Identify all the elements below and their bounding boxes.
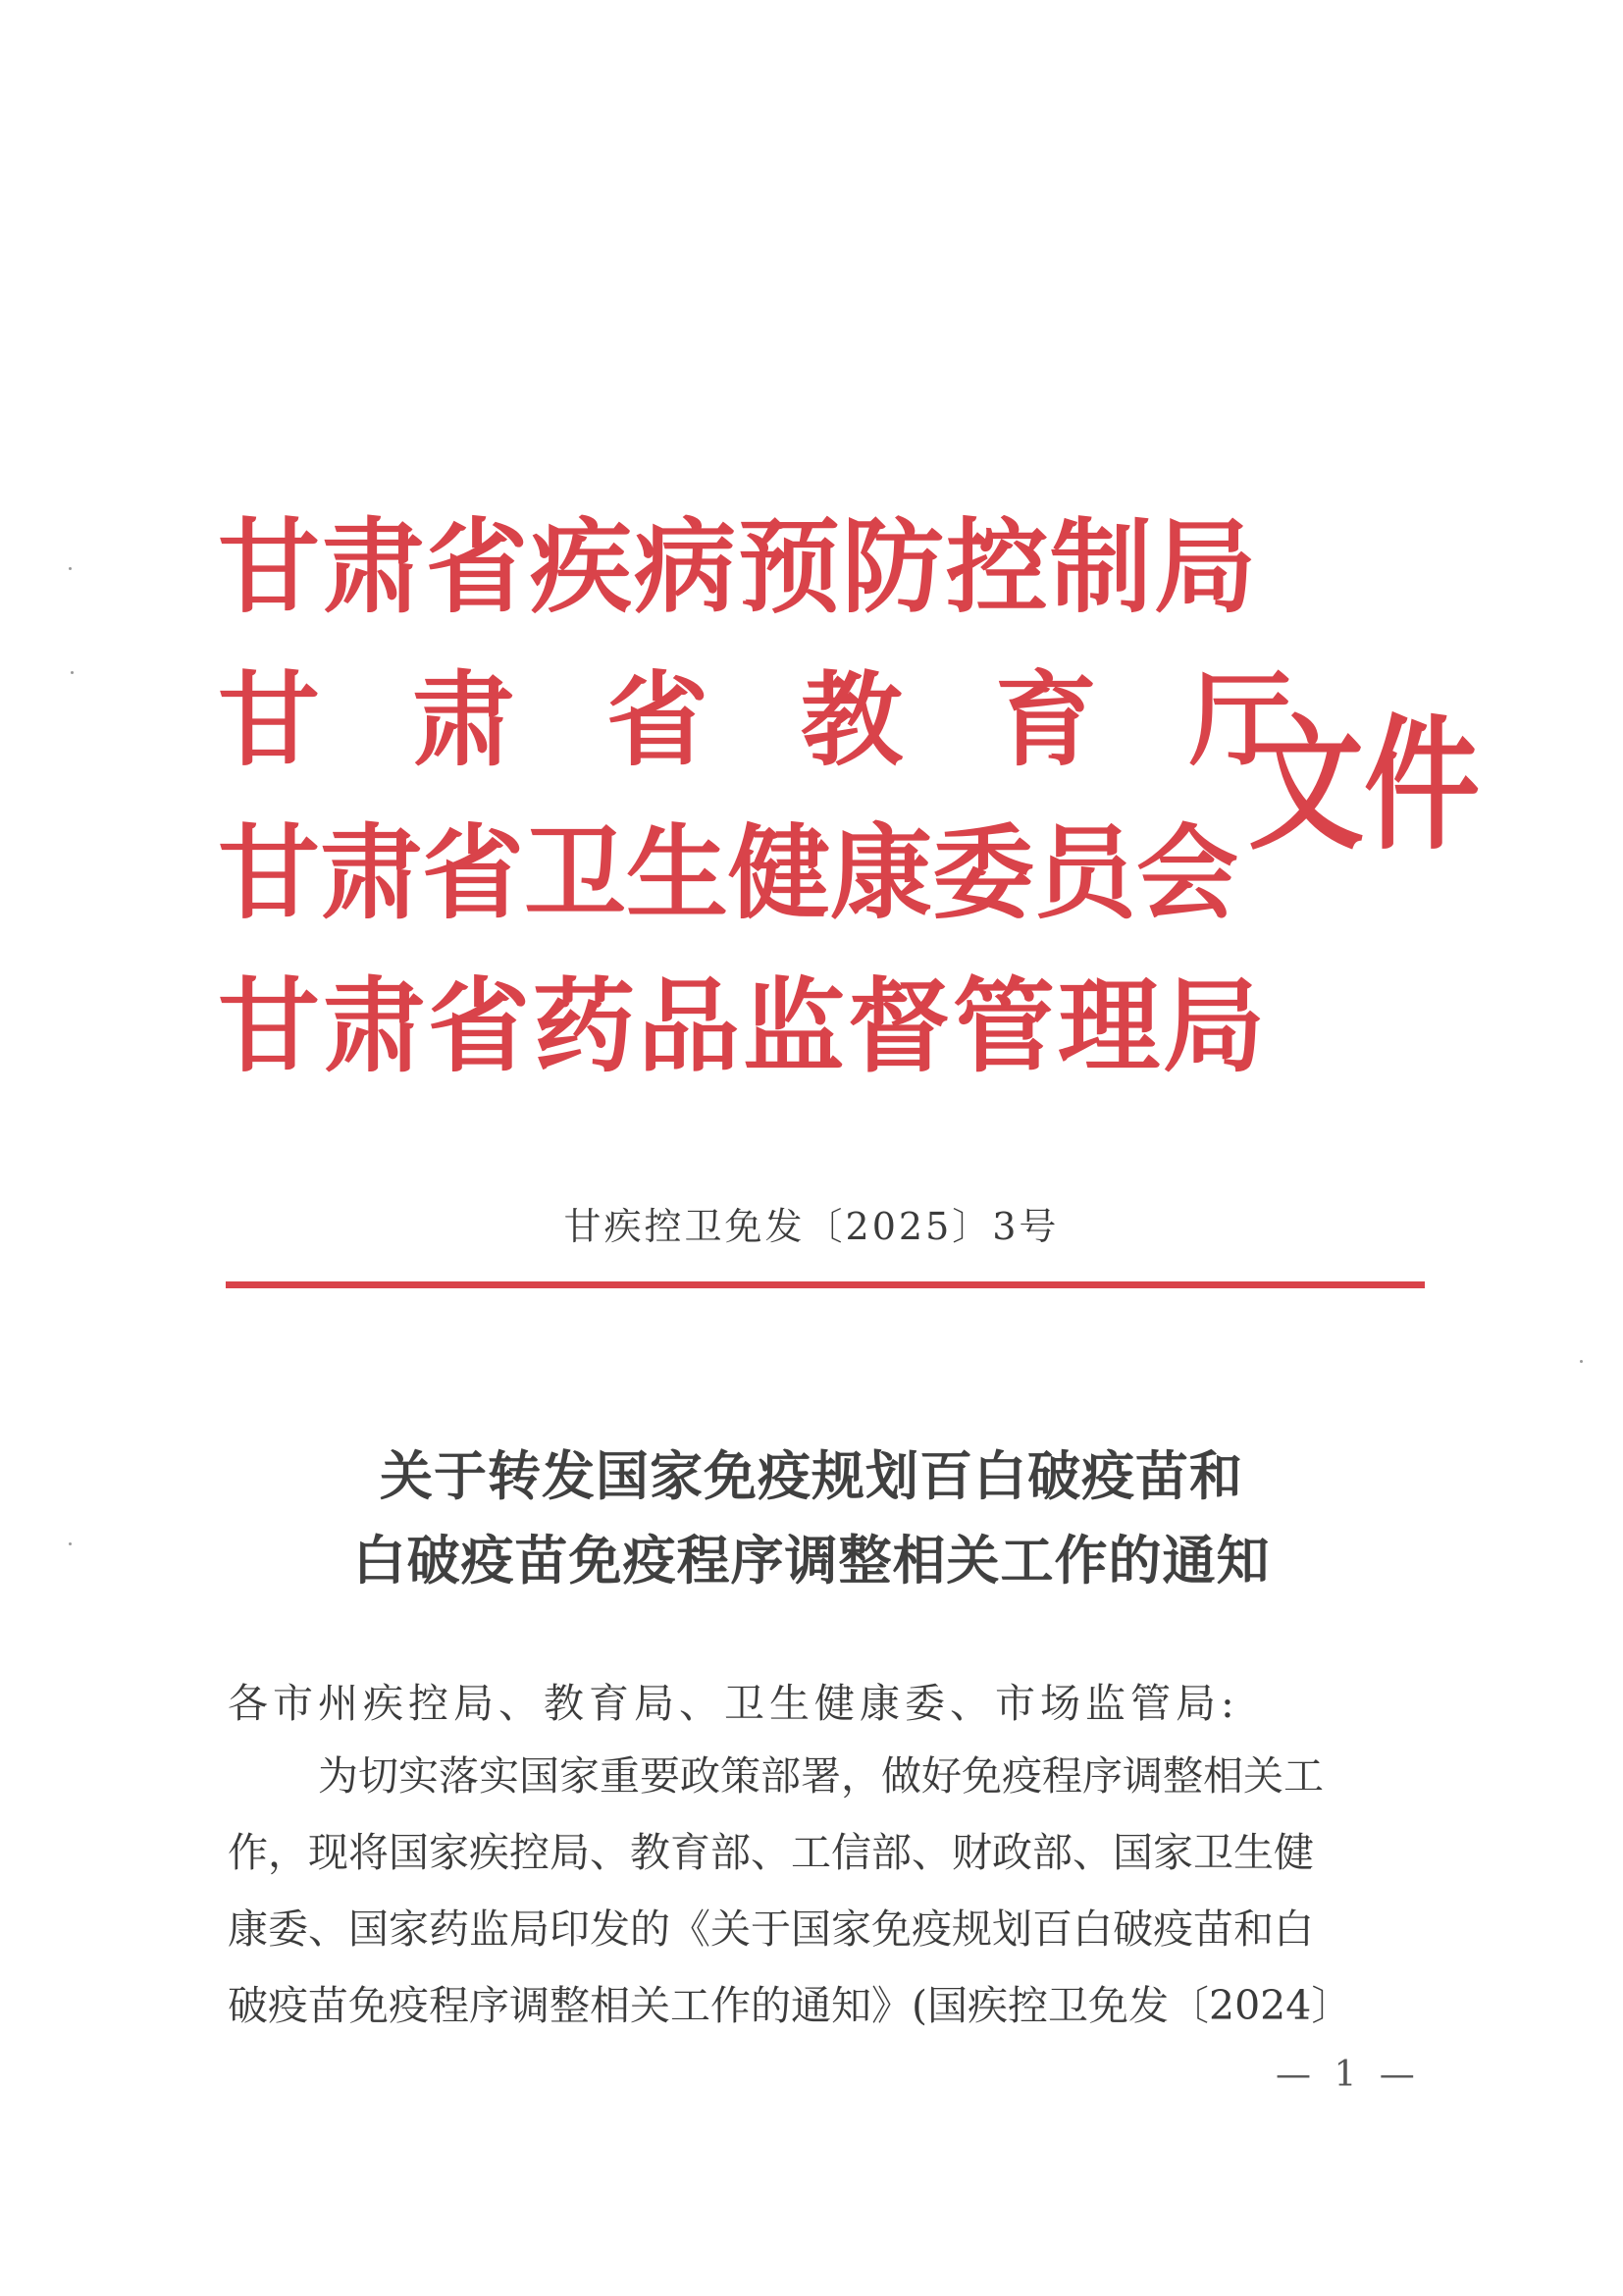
file-label: 文件	[1248, 700, 1481, 870]
page-number: — 1 —	[1276, 2055, 1421, 2095]
salutation: 各市州疾控局、教育局、卫生健康委、市场监管局:	[228, 1680, 1239, 1727]
document-number: 甘疾控卫免发〔2025〕3号	[563, 1205, 1060, 1248]
body-line: 康委、国家药监局印发的《关于国家免疫规划百白破疫苗和白	[228, 1905, 1314, 1953]
red-divider	[226, 1281, 1425, 1288]
document-title	[0, 1435, 1623, 1603]
body-line: 为切实落实国家重要政策部署，做好免疫程序调整相关工	[318, 1752, 1324, 1800]
scan-speck	[69, 567, 72, 570]
issuer-line: 甘肃省药品监督管理局	[218, 966, 1269, 1086]
issuer-line: 甘肃省卫生健康委员会	[218, 813, 1239, 933]
body-paragraph	[228, 1747, 1427, 2053]
body-line: 作，现将国家疾控局、教育部、工信部、财政部、国家卫生健	[228, 1829, 1314, 1876]
scan-speck	[69, 1542, 72, 1545]
scan-speck	[71, 671, 74, 674]
title-line-2: 白破疫苗免疫程序调整相关工作的通知	[352, 1530, 1271, 1592]
title-line-1: 关于转发国家免疫规划百白破疫苗和	[380, 1445, 1243, 1507]
scan-speck	[1580, 1360, 1583, 1363]
issuer-line: 甘肃省疾病预防控制局	[218, 507, 1259, 627]
body-line: 破疫苗免疫程序调整相关工作的通知》(国疾控卫免发〔2024〕	[228, 1982, 1352, 2029]
issuer-line: 甘肃省教育厅	[218, 660, 1385, 780]
